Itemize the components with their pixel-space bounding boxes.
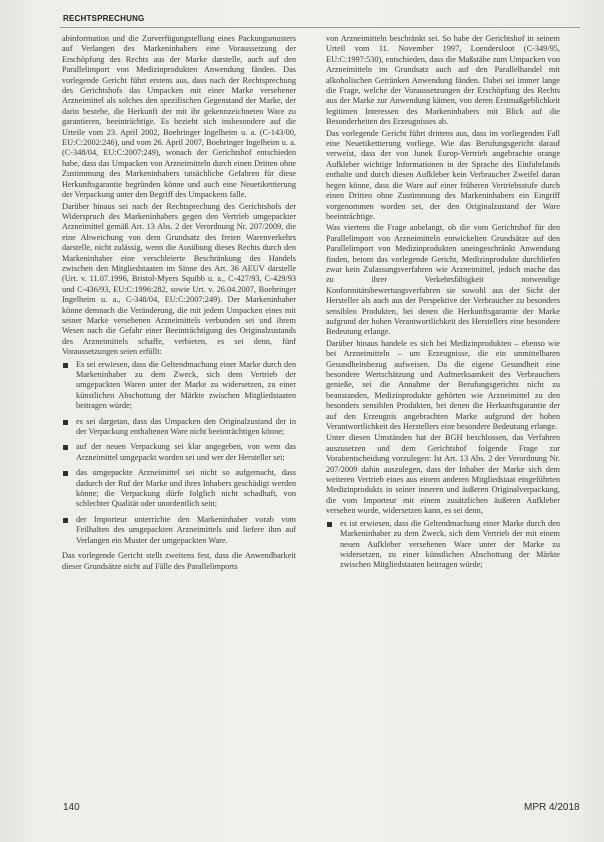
body-paragraph: Das vorlegende Gericht stellt zweitens fest, dass die Anwendbarkeit dieser Grundsätze nicht auf Fälle des Parallelimports xyxy=(62,551,296,571)
conditions-list xyxy=(326,519,560,571)
list-item-text: der Importeur unterrichte den Markeninhaber vorab vom Feilhalten des umgepackten Arzneimittels und liefere ihm auf Verlangen ein Muster der umgepackten Ware. xyxy=(76,514,296,545)
list-item xyxy=(62,442,296,463)
list-item xyxy=(62,417,296,438)
list-item-text: Es sei erwiesen, dass die Geltendmachung einer Marke durch den Markeninhaber zu dem Zweck, sich dem Vertrieb der umgepackten Waren unter der Marke zu widersetzen, zu einer künstlichen Abschottung der Märkte zwischen Mitgliedstaaten beitragen würde; xyxy=(76,359,296,411)
list-item xyxy=(62,515,296,546)
body-paragraph: Darüber hinaus handele es sich bei Medizinprodukten – ebenso wie bei Arzneimitteln – um Erzeugnisse, die ein unmittelbaren Gesundheitsbezug aufweisen. Da die eigene Gesundheit eine besondere Wertschätzung und Aufmerksamkeit des Verbrauchers genieße, sei die Annahme der Berufungsgerichts nicht zu beanstanden, Medizinprodukte gehörten wie Arzneimittel zu den besonders sensiblen Produkten, bei denen die Herkunftsgarantie der auf den Erzeugnis angebrachten Marke aufgrund der hohen Verantwortlichkeit des Herstellers eine besondere Bedeutung erlange. xyxy=(326,338,560,432)
list-item-text: es sei dargetan, dass das Umpacken den Originalzustand der in der Verpackung enthaltenen Ware nicht beeinträchtigen könne; xyxy=(76,416,296,437)
body-paragraph: Das vorlegende Gericht führt drittens aus, dass im vorliegenden Fall eine Neuetikettierung vorliege. Wie das Berufungsgericht darauf verweist, dass der von Junek Europ-Vertrieb angebrachte orange Aufkleber wichtige Informationen in der Sprache des Einfuhrlands enthalte und durch diesen Aufkleber kein Verbraucher Zweifel daran hegen könne, dass die Ware auf einer früheren Vertriebsstufe durch einen Dritten ohne Zustimmung des Markeninhabers ein Eingriff vorgenommen worden sei, der den Originalzustand der Ware beeinträchtige. xyxy=(326,128,560,221)
header-rule xyxy=(60,27,580,28)
bullet-square-icon xyxy=(63,420,68,425)
bullet-square-icon xyxy=(327,522,332,527)
body-paragraph: Unter diesen Umständen hat der BGH beschlossen, das Verfahren auszusetzen und dem Gerichtshof folgende Frage zur Vorabentscheidung vorzulegen: Ist Art. 13 Abs. 2 der Verordnung Nr. 207/2009 dahin auszulegen, dass der Inhaber der Marke sich dem weiteren Vertrieb eines aus einem anderen Mitgliedstaat eingeführten Medizinprodukts in seiner inneren und äußeren Originalverpackung, die vom Importeur mit einem zusätzlichen äußeren Aufkleber versehen wurde, widersetzen kann, es sei denn, xyxy=(326,433,560,516)
conditions-list xyxy=(62,360,296,547)
list-item-text: auf der neuen Verpackung sei klar angegeben, von wem das Arzneimittel umgepackt worden sei und wer der Hersteller sei; xyxy=(76,442,296,462)
body-paragraph: Darüber hinaus sei nach der Rechtsprechung des Gerichtshofs der Widerspruch des Markeninhabers gegen den Vertrieb umgepackter Arzneimittel gemäß Art. 13 Abs. 2 der Verordnung Nr. 207/2009, die eine Abweichung von dem Grundsatz des freien Warenverkehrs darstelle, nicht zulässig, wenn die Ausübung dieses Rechts durch den Markeninhaber eine verschleierte Beschränkung des Handels zwischen den Mitgliedstaaten im Sinne des Art. 36 AEUV darstelle (Urt. v. 11.07.1996, Bristol-Myers Squibb u. a., C-427/93, C-429/93 und C-436/93, EU:C:1996:282, sowie Urt. v. 26.04.2007, Boehringer Ingelheim u. a., C-348/04, EU:C:2007:249). Der Markeninhaber könne demnach die Veränderung, die mit jedem Umpacken eines mit seiner Marke versehenen Arzneimittels verbunden sei und ihrem Wesen nach die Gefahr einer Beeinträchtigung des Originalzustands des Arzneimittels schaffe, verbieten, es sei denn, fünf Voraussetzungen seien erfüllt: xyxy=(62,201,296,357)
list-item-text: es ist erwiesen, dass die Geltendmachung einer Marke durch den Markeninhaber zu dem Zweck, sich dem Vertrieb der mit einem neuen Aufkleber versehenen Ware unter der Marke zu widersetzen, zu einer künstlichen Abschottung der Märkte zwischen Mitgliedstaaten beitragen würde; xyxy=(340,518,560,570)
journal-reference: MPR 4/2018 xyxy=(524,802,580,813)
bullet-square-icon xyxy=(63,363,68,368)
list-item xyxy=(62,360,296,412)
body-paragraph: von Arzneimitteln beschränkt sei. So habe der Gerichtshof in seinem Urteil vom 11. November 1997, Loendersloot (C-349/95, EU:C:1997:530), entschieden, dass die Maßstäbe zum Umpacken von Arzneimitteln im Grundsatz auch auf den Parallelhandel mit alkoholischen Getränken Anwendung fänden. Dabei sei immer lange die Frage, welche der Voraussetzungen der Erschöpfung des Rechts aus der Marke zur Anwendung kämen, von deren Erstmaßgeblichkeit legitimen Interessen des Markeninhabers mit Blick auf die Besonderheiten des Erzeugnisses ab. xyxy=(326,34,560,127)
left-column xyxy=(62,34,296,573)
bullet-square-icon xyxy=(63,445,68,450)
page-number: 140 xyxy=(63,802,80,813)
list-item xyxy=(62,468,296,510)
right-column xyxy=(326,34,560,576)
list-item xyxy=(326,519,560,571)
bullet-square-icon xyxy=(63,471,68,476)
list-item-text: das umgepackte Arzneimittel sei nicht so aufgemacht, dass dadurch der Ruf der Marke und ihres Inhabers geschädigt werden könne; die Verpackung dürfe folglich nicht schadhaft, von schlechter Qualität oder unordentlich sein; xyxy=(76,468,296,509)
body-paragraph: Was viertens die Frage anbelangt, ob die vom Gerichtshof für den Parallelimport von Arzneimitteln entwickelten Grundsätze auf den Parallelimport von Medizinprodukten uneingeschränkt Anwendung finden, betont das vorlegende Gericht, Medizinprodukte durchliefen zwar kein Zulassungsverfahren wie Arzneimittel, jedoch mache das zu ihrer Verkehrsfähigkeit notwendige Konformitätsbewertungsverfahren sie sowohl aus der Sicht der Hersteller als auch aus der Perspektive der Verbraucher zu besonders sensiblen Produkten, bei denen die Herkunftsgarantie der Marke aufgrund der hohen Verantwortlichkeit des Herstellers eine besondere Bedeutung erlange. xyxy=(326,223,560,337)
section-header: RECHTSPRECHUNG xyxy=(63,14,145,23)
body-paragraph: abinformation und die Zurverfügungstellung eines Packungsmusters auf Verlangen des Markeninhabers eine Voraussetzung der Erschöpfung des Rechts aus der Marke darstelle, auch auf den Parallelimport von Medizinprodukten Anwendung fänden. Das vorlegende Gericht führt erstens aus, dass nach der Rechtsprechung des Gerichtshofs das Umpacken mit einer Marke versehener Arzneimittel als solches den spezifischen Gegenstand der Marke, der darin bestehe, die Herkunft der mit ihr gekennzeichneten Ware zu garantieren, beeinträchtige. Es bezieht sich insbesondere auf die Urteile vom 23. April 2002, Boehringer Ingelheim u. a. (C-143/00, EU:C:2002:246), und vom 26. April 2007, Boehringer Ingelheim u. a. (C-348/04, EU:C:2007:249), wonach der Gerichtshof entschieden habe, dass das Umpacken von Arzneimitteln durch einen Dritten ohne Zustimmung des Markeninhabers tatsächliche Gefahren für diese Herkunftsgarantie begründen könne und auch eine Neuetikettierung der Verpackung unter den Begriff des Umpackens falle. xyxy=(62,34,296,200)
bullet-square-icon xyxy=(63,518,68,523)
